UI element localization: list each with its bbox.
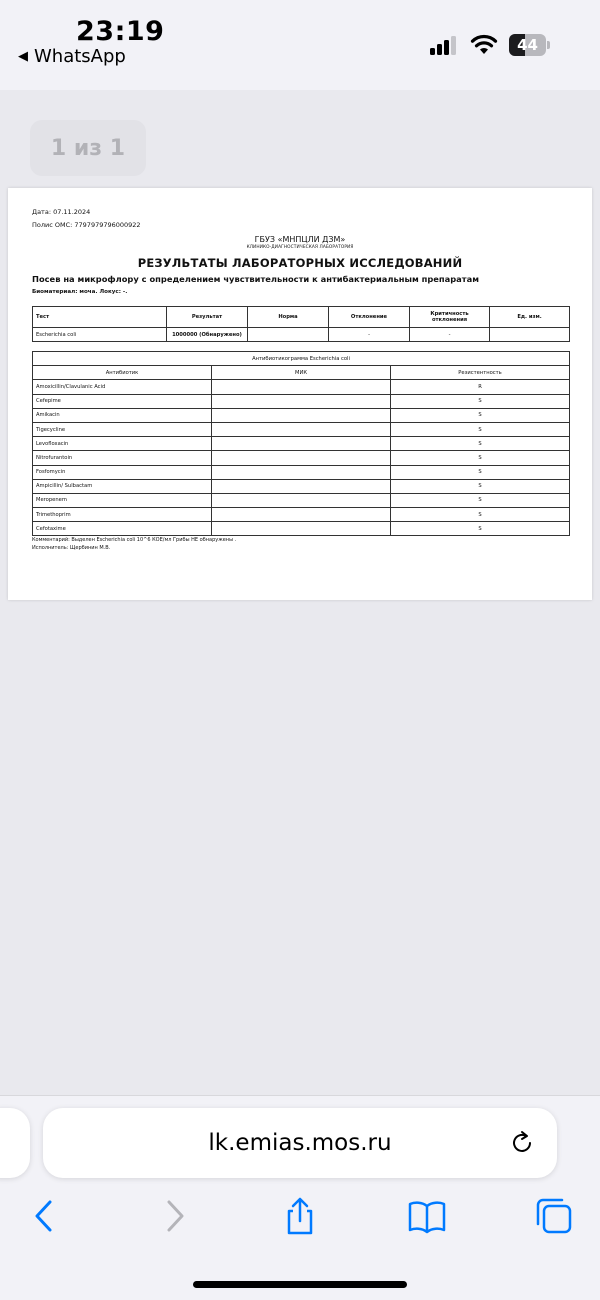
previous-tab-preview[interactable] [0,1108,30,1178]
doc-title: РЕЗУЛЬТАТЫ ЛАБОРАТОРНЫХ ИССЛЕДОВАНИЙ [137,256,463,270]
address-bar-url: lk.emias.mos.ru [208,1130,392,1156]
resistance-value: S [391,479,570,493]
table-row [33,422,570,436]
table-row [33,437,570,451]
antibiotic-name: Amikacin [33,408,212,422]
lab-results-document [8,188,592,600]
antibiogram-header-cell: Антибиотик [33,366,212,380]
browser-toolbar [0,1095,600,1300]
mic-value [212,451,391,465]
results-cell [490,328,570,342]
doc-policy: Полис ОМС: 7797979796000922 [32,221,141,229]
antibiotic-name: Ampicillin/ Sulbactam [33,479,212,493]
resistance-value: S [391,422,570,436]
share-icon[interactable] [280,1196,320,1236]
wifi-icon [470,33,498,55]
antibiotic-name: Cefotaxime [33,522,212,536]
home-indicator[interactable] [193,1281,407,1288]
antibiotic-name: Levofloxacin [33,437,212,451]
antibiogram-header-row [33,366,570,380]
forward-icon[interactable] [155,1196,195,1236]
table-row [33,493,570,507]
mic-value [212,479,391,493]
antibiotic-name: Cefepime [33,394,212,408]
resistance-value: S [391,451,570,465]
mic-value [212,422,391,436]
antibiogram-header-cell: Резистентность [391,366,570,380]
mic-value [212,394,391,408]
resistance-value: S [391,408,570,422]
status-time: 23:19 [76,16,165,47]
results-header-cell: Тест [33,307,167,328]
table-row [33,408,570,422]
resistance-value: S [391,508,570,522]
table-row [33,328,570,342]
antibiogram-header-cell: МИК [212,366,391,380]
mic-value [212,465,391,479]
tabs-icon[interactable] [534,1196,574,1236]
battery-icon [509,34,549,56]
mic-value [212,437,391,451]
results-header-cell: Норма [248,307,329,328]
reload-icon[interactable] [509,1130,535,1156]
mic-value [212,508,391,522]
table-row [33,465,570,479]
antibiotic-name: Tigecycline [33,422,212,436]
table-row [33,479,570,493]
resistance-value: R [391,380,570,394]
mic-value [212,380,391,394]
doc-date: Дата: 07.11.2024 [32,208,91,216]
resistance-value: S [391,522,570,536]
table-row [33,508,570,522]
resistance-value: S [391,437,570,451]
status-bar [0,0,600,90]
resistance-value: S [391,465,570,479]
antibiotic-name: Fosfomycin [33,465,212,479]
results-cell [248,328,329,342]
antibiotic-name: Trimethoprim [33,508,212,522]
resistance-value: S [391,493,570,507]
antibiogram-table [32,351,570,536]
antibiogram-caption: Антибиотикограмма Escherichia coli [33,352,570,366]
doc-comment: Комментарий: Выделен Escherichia coli 10^6 КОЕ/мл Грибы НЕ обнаружены . [32,537,237,543]
page-counter: 1 из 1 [30,120,146,176]
back-triangle-icon: ◀ [18,49,28,64]
doc-performer: Исполнитель: Щербинин М.В. [32,545,111,551]
antibiotic-name: Amoxicillin/Clavulanic Acid [33,380,212,394]
back-icon[interactable] [24,1196,64,1236]
results-header-cell: Результат [167,307,248,328]
mic-value [212,408,391,422]
results-header-cell: Ед. изм. [490,307,570,328]
cellular-signal-icon [430,35,460,55]
table-row [33,380,570,394]
antibiotic-name: Meropenem [33,493,212,507]
doc-organization: ГБУЗ «МНПЦЛИ ДЗМ» [254,235,346,244]
antibiotic-name: Nitrofurantoin [33,451,212,465]
results-cell: 1000000 (Обнаружено) [167,328,248,342]
results-header-cell: Критичность отклонения [410,307,490,328]
table-row [33,451,570,465]
doc-subtitle: Посев на микрофлору с определением чувствительности к антибактериальным препаратам [32,274,479,284]
results-cell: Escherichia coli [33,328,167,342]
results-header-row [33,307,570,328]
results-header-cell: Отклонение [329,307,410,328]
results-cell: - [329,328,410,342]
results-cell: - [410,328,490,342]
back-app-label: WhatsApp [34,46,126,67]
back-to-app-link[interactable] [18,46,126,67]
table-row [33,394,570,408]
address-bar[interactable] [43,1108,557,1178]
battery-percent: 44 [517,36,538,54]
bookmarks-icon[interactable] [407,1196,447,1236]
doc-organization-subtitle: КЛИНИКО-ДИАГНОСТИЧЕСКАЯ ЛАБОРАТОРИЯ [246,245,354,250]
resistance-value: S [391,394,570,408]
mic-value [212,522,391,536]
doc-biomaterial: Биоматериал: моча. Локус: -. [32,289,128,295]
results-table [32,306,570,342]
table-row [33,522,570,536]
mic-value [212,493,391,507]
